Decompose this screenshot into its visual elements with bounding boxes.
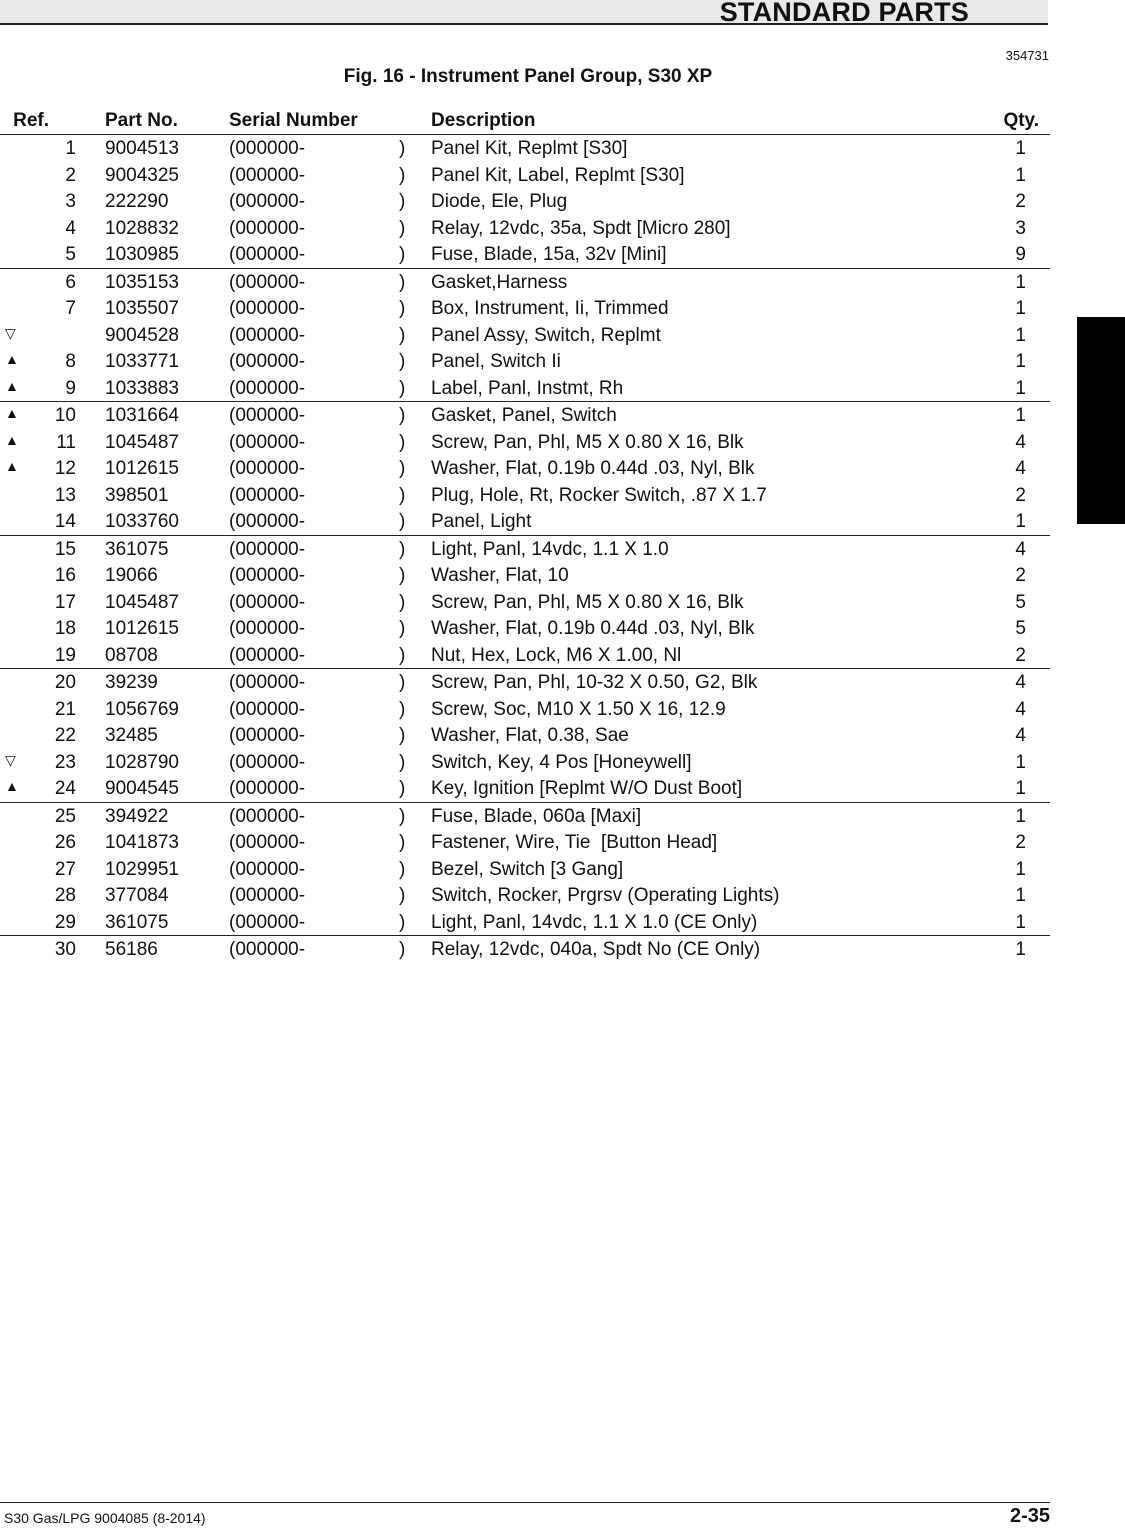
qty-cell: 4 [1015,698,1026,720]
table-row [0,562,1050,589]
ref-cell: 20 [54,672,76,693]
part-no-cell: 32485 [105,725,158,746]
qty-cell: 1 [1015,805,1026,827]
table-row [0,696,1050,723]
row-marker-icon: ▲ [5,431,19,448]
ref-cell: 9 [65,377,76,399]
serial-number-cell: (000000- [229,377,306,399]
table-row [0,856,1050,883]
serial-number-cell: (000000- [229,298,306,319]
drawing-number: 354731 [1005,48,1049,63]
table-row [0,749,1050,776]
header-qty: Qty. [1003,110,1039,131]
description-cell: Light, Panl, 14vdc, 1.1 X 1.0 [431,538,669,560]
table-row [0,135,1050,162]
serial-number-cell: (000000- [229,832,306,853]
table-row [0,375,1050,403]
ref-cell: 11 [56,431,76,453]
serial-number-cell: (000000- [229,538,306,560]
part-no-cell: 9004513 [105,138,179,159]
ref-cell: 6 [65,271,76,293]
header-part-no: Part No. [105,110,178,131]
serial-close-paren: ) [399,377,406,399]
serial-close-paren: ) [399,458,406,479]
header-bar [0,0,1048,25]
qty-cell: 1 [1015,405,1026,426]
description-cell: Relay, 12vdc, 040a, Spdt No (CE Only) [431,939,761,960]
serial-number-cell: (000000- [229,939,306,960]
qty-cell: 1 [1015,164,1026,186]
serial-close-paren: ) [399,538,406,560]
description-cell: Fastener, Wire, Tie [Button Head] [431,832,718,853]
table-row [0,322,1050,349]
serial-close-paren: ) [399,484,406,506]
table-row [0,642,1050,670]
description-cell: Panel Kit, Replmt [S30] [431,138,628,159]
serial-close-paren: ) [399,565,406,586]
qty-cell: 3 [1015,217,1026,239]
qty-cell: 1 [1015,885,1026,906]
description-cell: Washer, Flat, 10 [431,565,569,586]
serial-close-paren: ) [399,591,406,613]
serial-number-cell: (000000- [229,324,306,346]
ref-cell: 2 [65,164,76,186]
part-no-cell: 1031664 [105,405,179,426]
serial-close-paren: ) [399,911,406,933]
table-row [0,241,1050,269]
table-row [0,536,1050,563]
table-row [0,215,1050,242]
ref-cell: 19 [54,644,76,666]
footer-rule [0,1502,1050,1503]
table-row [0,589,1050,616]
serial-number-cell: (000000- [229,244,306,265]
part-no-cell: 9004528 [105,324,179,346]
part-no-cell: 398501 [105,484,169,506]
part-no-cell: 1030985 [105,244,179,265]
part-no-cell: 1028790 [105,751,179,773]
description-cell: Diode, Ele, Plug [431,191,568,212]
serial-number-cell: (000000- [229,805,306,827]
serial-number-cell: (000000- [229,511,306,532]
part-no-cell: 1033883 [105,377,179,399]
part-no-cell: 394922 [105,805,169,827]
part-no-cell: 1028832 [105,217,179,239]
table-row [0,429,1050,456]
table-row [0,295,1050,322]
ref-cell: 8 [65,351,76,372]
serial-close-paren: ) [399,939,406,960]
description-cell: Panel, Switch Ii [431,351,561,372]
table-row [0,829,1050,856]
serial-close-paren: ) [399,431,406,453]
serial-close-paren: ) [399,324,406,346]
serial-number-cell: (000000- [229,698,306,720]
ref-cell: 4 [65,217,76,239]
ref-cell: 29 [54,911,76,933]
part-no-cell: 9004325 [105,164,179,186]
qty-cell: 4 [1015,431,1026,453]
qty-cell: 1 [1015,377,1026,399]
part-no-cell: 1029951 [105,858,179,880]
serial-close-paren: ) [399,138,406,159]
ref-cell: 17 [54,591,76,613]
description-cell: Panel, Light [431,511,532,532]
ref-cell: 21 [54,698,76,720]
serial-number-cell: (000000- [229,431,306,453]
table-row [0,348,1050,375]
row-marker-icon: ▽ [5,324,16,341]
table-row [0,669,1050,696]
serial-number-cell: (000000- [229,885,306,906]
row-marker-icon: ▲ [5,778,19,794]
qty-cell: 9 [1015,244,1026,265]
table-row [0,882,1050,909]
description-cell: Panel Assy, Switch, Replmt [431,324,661,346]
part-no-cell: 1035507 [105,298,179,319]
serial-close-paren: ) [399,618,406,639]
serial-number-cell: (000000- [229,644,306,666]
serial-number-cell: (000000- [229,565,306,586]
qty-cell: 1 [1015,939,1026,960]
qty-cell: 2 [1015,644,1026,666]
serial-close-paren: ) [399,405,406,426]
ref-cell: 26 [54,832,76,853]
part-no-cell: 361075 [105,538,169,560]
ref-cell: 16 [54,565,76,586]
description-cell: Panel Kit, Label, Replmt [S30] [431,164,685,186]
part-no-cell: 361075 [105,911,169,933]
qty-cell: 4 [1015,672,1026,693]
part-no-cell: 1012615 [105,618,179,639]
serial-close-paren: ) [399,244,406,265]
ref-cell: 13 [54,484,76,506]
table-row [0,615,1050,642]
table-row [0,482,1050,509]
parts-table [0,135,1050,963]
part-no-cell: 1035153 [105,271,179,293]
ref-cell: 10 [54,405,76,426]
serial-close-paren: ) [399,858,406,880]
ref-cell: 3 [65,191,76,212]
serial-close-paren: ) [399,725,406,746]
description-cell: Gasket, Panel, Switch [431,405,617,426]
serial-close-paren: ) [399,217,406,239]
serial-number-cell: (000000- [229,164,306,186]
serial-number-cell: (000000- [229,778,306,799]
qty-cell: 1 [1015,858,1026,880]
qty-cell: 1 [1015,511,1026,532]
serial-number-cell: (000000- [229,725,306,746]
ref-cell: 7 [65,298,76,319]
description-cell: Plug, Hole, Rt, Rocker Switch, .87 X 1.7 [431,484,767,506]
part-no-cell: 08708 [105,644,158,666]
serial-close-paren: ) [399,511,406,532]
part-no-cell: 39239 [105,672,158,693]
description-cell: Relay, 12vdc, 35a, Spdt [Micro 280] [431,217,731,239]
serial-number-cell: (000000- [229,591,306,613]
ref-cell: 15 [54,538,76,560]
serial-number-cell: (000000- [229,858,306,880]
serial-close-paren: ) [399,351,406,372]
qty-cell: 1 [1015,351,1026,372]
page-number: 2-35 [1009,1505,1050,1527]
serial-close-paren: ) [399,164,406,186]
description-cell: Washer, Flat, 0.19b 0.44d .03, Nyl, Blk [431,618,755,639]
table-row [0,936,1050,963]
description-cell: Screw, Pan, Phl, 10-32 X 0.50, G2, Blk [431,672,758,693]
serial-close-paren: ) [399,271,406,293]
ref-cell: 5 [65,244,76,265]
part-no-cell: 19066 [105,565,158,586]
ref-cell: 30 [54,939,76,960]
table-row [0,455,1050,482]
serial-number-cell: (000000- [229,191,306,212]
table-row [0,269,1050,296]
qty-cell: 1 [1015,324,1026,346]
serial-close-paren: ) [399,885,406,906]
section-title: STANDARD PARTS [719,0,969,27]
part-no-cell: 377084 [105,885,169,906]
qty-cell: 1 [1015,751,1026,773]
part-no-cell: 1033771 [105,351,179,372]
part-no-cell: 1041873 [105,832,179,853]
qty-cell: 1 [1015,271,1026,293]
description-cell: Fuse, Blade, 060a [Maxi] [431,805,642,827]
ref-cell: 22 [54,725,76,746]
row-marker-icon: ▲ [5,377,19,394]
serial-number-cell: (000000- [229,484,306,506]
ref-cell: 23 [54,751,76,773]
qty-cell: 1 [1015,138,1026,159]
qty-cell: 4 [1015,458,1026,479]
serial-number-cell: (000000- [229,751,306,773]
serial-number-cell: (000000- [229,351,306,372]
serial-number-cell: (000000- [229,405,306,426]
row-marker-icon: ▲ [5,405,19,421]
qty-cell: 1 [1015,298,1026,319]
qty-cell: 5 [1015,591,1026,613]
qty-cell: 2 [1015,484,1026,506]
part-no-cell: 1056769 [105,698,179,720]
table-row [0,909,1050,937]
serial-close-paren: ) [399,698,406,720]
serial-close-paren: ) [399,751,406,773]
description-cell: Key, Ignition [Replmt W/O Dust Boot] [431,778,743,799]
ref-cell: 12 [54,458,76,479]
table-row [0,803,1050,830]
part-no-cell: 1045487 [105,431,179,453]
qty-cell: 2 [1015,191,1026,212]
figure-title: Fig. 16 - Instrument Panel Group, S30 XP [343,66,713,87]
header-ref: Ref. [13,110,49,131]
serial-close-paren: ) [399,298,406,319]
qty-cell: 5 [1015,618,1026,639]
description-cell: Bezel, Switch [3 Gang] [431,858,624,880]
table-row [0,162,1050,189]
serial-close-paren: ) [399,778,406,799]
ref-cell: 18 [54,618,76,639]
row-marker-icon: ▲ [5,458,19,474]
table-row [0,775,1050,803]
qty-cell: 1 [1015,911,1026,933]
part-no-cell: 1012615 [105,458,179,479]
table-row [0,188,1050,215]
qty-cell: 4 [1015,725,1026,746]
header-serial-number: Serial Number [229,110,358,131]
row-marker-icon: ▲ [5,351,19,367]
serial-number-cell: (000000- [229,672,306,693]
ref-cell: 25 [54,805,76,827]
qty-cell: 2 [1015,832,1026,853]
serial-close-paren: ) [399,191,406,212]
serial-number-cell: (000000- [229,618,306,639]
header-description: Description [431,110,536,131]
part-no-cell: 9004545 [105,778,179,799]
qty-cell: 1 [1015,778,1026,799]
qty-cell: 4 [1015,538,1026,560]
part-no-cell: 56186 [105,939,158,960]
qty-cell: 2 [1015,565,1026,586]
description-cell: Gasket,Harness [431,271,568,293]
description-cell: Light, Panl, 14vdc, 1.1 X 1.0 (CE Only) [431,911,758,933]
section-tab-marker [1077,317,1125,524]
ref-cell: 28 [54,885,76,906]
serial-number-cell: (000000- [229,138,306,159]
serial-close-paren: ) [399,644,406,666]
description-cell: Screw, Pan, Phl, M5 X 0.80 X 16, Blk [431,591,744,613]
ref-cell: 14 [54,511,76,532]
description-cell: Switch, Rocker, Prgrsv (Operating Lights) [431,885,780,906]
serial-close-paren: ) [399,805,406,827]
serial-close-paren: ) [399,832,406,853]
serial-number-cell: (000000- [229,271,306,293]
footer-doc-id: S30 Gas/LPG 9004085 (8-2014) [4,1510,206,1526]
table-row [0,722,1050,749]
description-cell: Washer, Flat, 0.19b 0.44d .03, Nyl, Blk [431,458,755,479]
serial-number-cell: (000000- [229,217,306,239]
description-cell: Screw, Soc, M10 X 1.50 X 16, 12.9 [431,698,726,720]
description-cell: Box, Instrument, Ii, Trimmed [431,298,669,319]
serial-number-cell: (000000- [229,911,306,933]
description-cell: Fuse, Blade, 15a, 32v [Mini] [431,244,667,265]
serial-number-cell: (000000- [229,458,306,479]
description-cell: Label, Panl, Instmt, Rh [431,377,624,399]
description-cell: Switch, Key, 4 Pos [Honeywell] [431,751,692,773]
row-marker-icon: ▽ [5,751,16,768]
part-no-cell: 1045487 [105,591,179,613]
ref-cell: 1 [65,138,76,159]
description-cell: Screw, Pan, Phl, M5 X 0.80 X 16, Blk [431,431,744,453]
ref-cell: 27 [54,858,76,880]
ref-cell: 24 [54,778,76,799]
part-no-cell: 1033760 [105,511,179,532]
table-row [0,508,1050,536]
description-cell: Nut, Hex, Lock, M6 X 1.00, Nl [431,644,682,666]
column-headers [0,108,1050,135]
table-row [0,402,1050,429]
serial-close-paren: ) [399,672,406,693]
description-cell: Washer, Flat, 0.38, Sae [431,725,629,746]
part-no-cell: 222290 [105,191,169,212]
